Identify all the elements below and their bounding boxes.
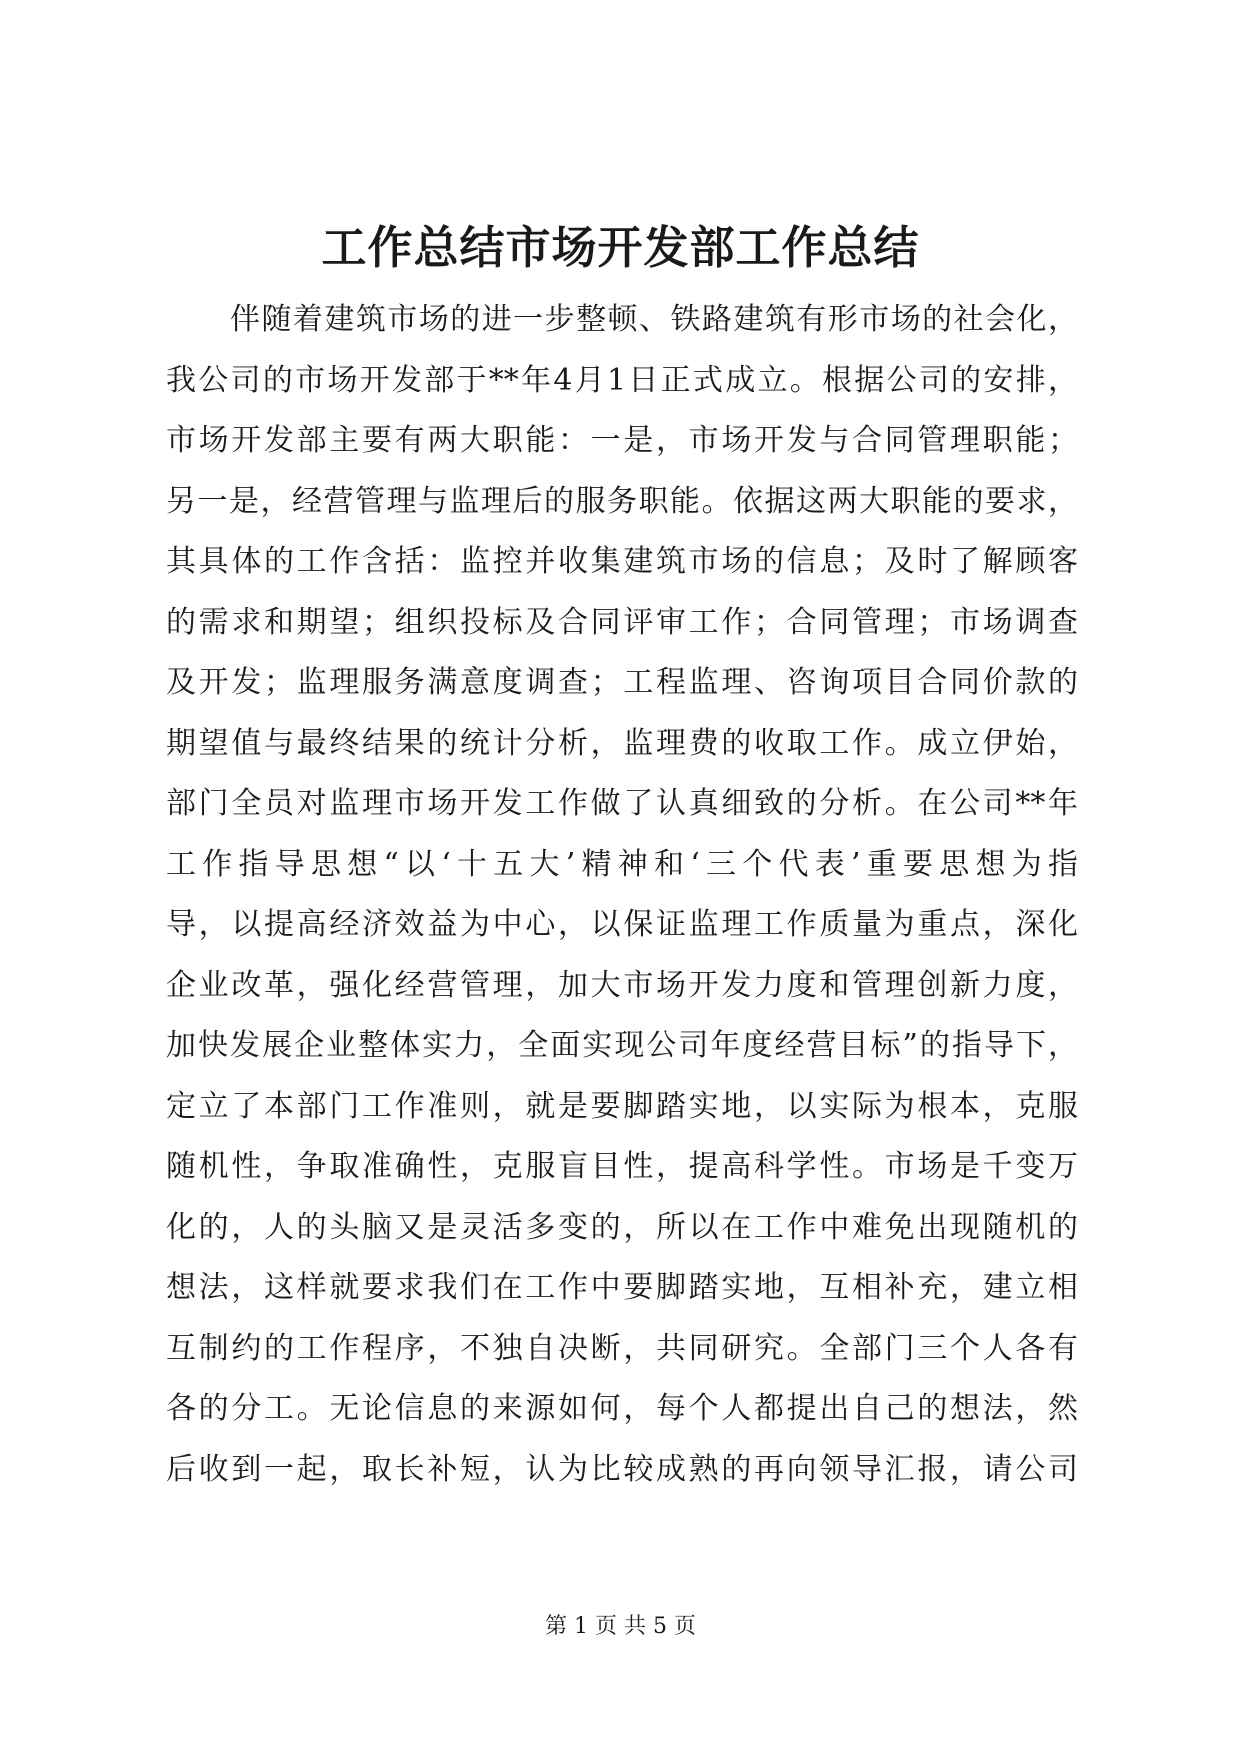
page-footer: 第 1 页 共 5 页 [545, 1614, 696, 1639]
text-line: 企业改革，强化经营管理，加大市场开发力度和管理创新力度， [166, 967, 1078, 1003]
body-text [166, 290, 1078, 1500]
text-line: 随机性，争取准确性，克服盲目性，提高科学性。市场是千变万 [166, 1149, 1078, 1184]
text-line: 想法，这样就要求我们在工作中要脚踏实地，互相补充，建立相 [166, 1270, 1078, 1305]
text-line: 及开发；监理服务满意度调查；工程监理、咨询项目合同价款的 [166, 665, 1078, 700]
text-line: 另一是，经营管理与监理后的服务职能。依据这两大职能的要求， [166, 483, 1078, 519]
text-line: 市场开发部主要有两大职能：一是，市场开发与合同管理职能； [166, 423, 1078, 458]
text-line: 其具体的工作含括：监控并收集建筑市场的信息；及时了解顾客 [166, 544, 1078, 579]
text-line: 化的，人的头脑又是灵活多变的，所以在工作中难免出现随机的 [166, 1209, 1078, 1245]
text-line: 伴随着建筑市场的进一步整顿、铁路建筑有形市场的社会化， [230, 302, 1078, 337]
text-line: 期望值与最终结果的统计分析，监理费的收取工作。成立伊始， [166, 725, 1078, 761]
text-line: 定立了本部门工作准则，就是要脚踏实地，以实际为根本，克服 [166, 1088, 1078, 1124]
text-line: 部门全员对监理市场开发工作做了认真细致的分析。在公司**年 [166, 786, 1078, 821]
document-title: 工作总结市场开发部工作总结 [321, 221, 920, 274]
text-line: 我公司的市场开发部于**年4月1日正式成立。根据公司的安排， [166, 362, 1078, 398]
text-line: 的需求和期望；组织投标及合同评审工作；合同管理；市场调查 [166, 604, 1078, 640]
text-line: 工作指导思想“以‘十五大’精神和‘三个代表’重要思想为指 [166, 846, 1078, 882]
text-line: 加快发展企业整体实力，全面实现公司年度经营目标”的指导下， [166, 1028, 1078, 1063]
text-line: 各的分工。无论信息的来源如何，每个人都提出自己的想法，然 [166, 1391, 1078, 1426]
text-line: 后收到一起，取长补短，认为比较成熟的再向领导汇报，请公司 [166, 1451, 1078, 1487]
text-line: 导，以提高经济效益为中心，以保证监理工作质量为重点，深化 [166, 907, 1078, 942]
text-line: 互制约的工作程序，不独自决断，共同研究。全部门三个人各有 [166, 1330, 1078, 1366]
